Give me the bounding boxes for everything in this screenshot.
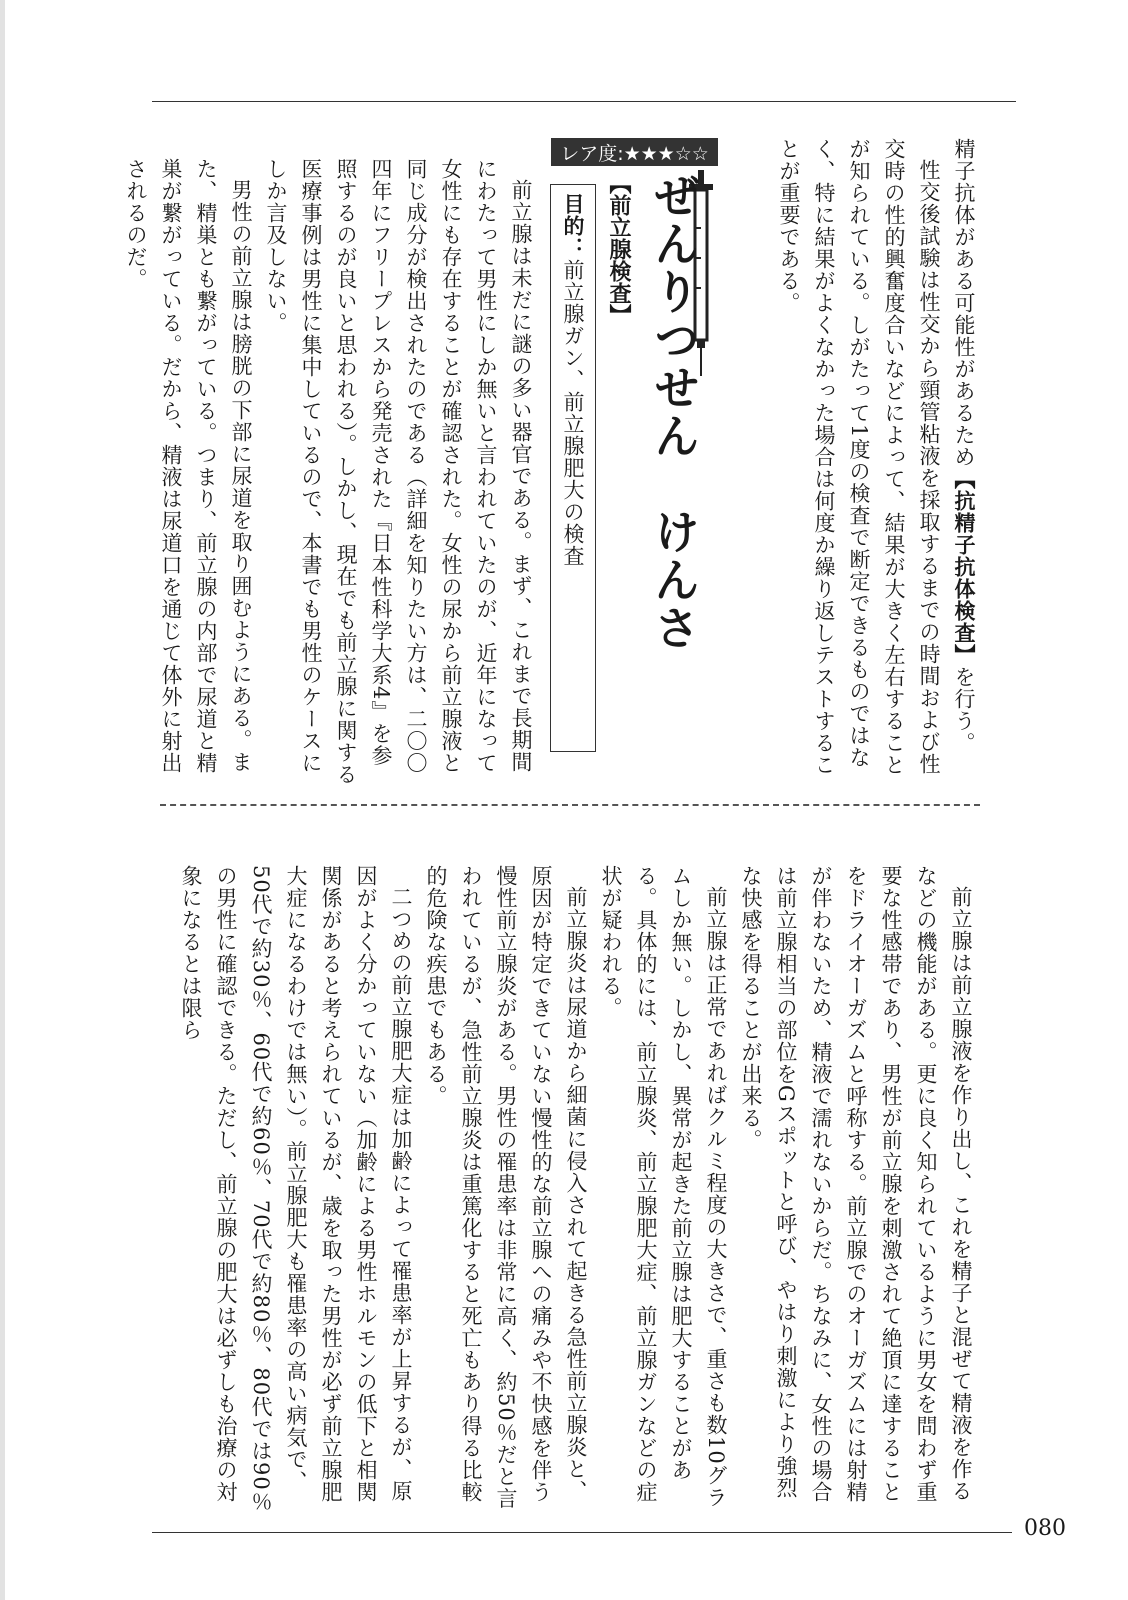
page-number: 080 xyxy=(1024,1516,1066,1541)
bottom-paragraph-1: 前立腺は前立腺液を作り出し、これを精子と混ぜて精液を作るなどの機能がある。更に良く知られているように男女を問わず重要な性感帯であり、男性が前立腺を刺激されて絶頂に達することをドライオーガズムと呼称する。前立腺でのオーガズムには射精が伴わないため、精液で濡れないからだ。ちなみに、女性の場合は前立腺相当の部位をGスポットと呼び、やはり刺激により強烈な快感を得ることが出来る。 xyxy=(739,865,973,1503)
purpose-label: 目的： xyxy=(561,193,585,259)
page-edge xyxy=(0,0,5,1600)
page-subtitle: 【前立腺検査】 xyxy=(606,172,631,326)
top-left-paragraph-2: 男性の前立腺は膀胱の下部に尿道を取り囲むようにある。また、精巣とも繋がっている。つまり、前立腺の内部で尿道と精巣が繋がっている。だから、精液は尿道口を通じて体外に射出されるのだ。 xyxy=(124,158,253,774)
top-right-column xyxy=(762,138,982,788)
top-right-p1-text: 精子抗体がある可能性があるため xyxy=(952,138,976,468)
top-left-paragraph-1: 前立腺は未だに謎の多い器官である。まず、これまで長期間にわたって男性にしか無いと言われていたのが、近年になって女性にも存在することが確認された。女性の尿から前立腺液と同じ成分が検出されたのである（詳細を知りたい方は、二〇〇四年にフリープレスから発売された『日本性科学大系4』を参照するのが良いと思われる）。しかし、現在でも前立腺に関する医療事例は男性に集中しているので、本書でも男性のケースにしか言及しない。 xyxy=(264,158,533,786)
top-right-p1-bold: 【抗精子抗体検査】 xyxy=(952,468,977,666)
top-right-paragraph-1 xyxy=(946,138,982,788)
top-right-p1-end: を行う。 xyxy=(952,666,976,754)
purpose-text: 前立腺ガン、前立腺肥大の検査 xyxy=(561,259,585,567)
top-left-column xyxy=(124,158,538,788)
top-right-paragraph-2: 性交後試験は性交から頸管粘液を採取するまでの時間および性交時の性的興奮度合いなどによって、結果が大きく左右することが知られている。しがたって1度の検査で断定できるものではなく、特に結果がよくなかった場合は何度か繰り返しテストすることが重要である。 xyxy=(777,138,941,776)
purpose-box xyxy=(550,184,596,752)
bottom-paragraph-3: 前立腺炎は尿道から細菌に侵入されて起きる急性前立腺炎と、原因が特定できていない慢性的な前立腺への痛みや不快感を伴う慢性前立腺炎がある。男性の罹患率は非常に高く、約50％だと言われているが、急性前立腺炎は重篤化すると死亡もあり得る比較的危険な疾患でもある。 xyxy=(424,865,588,1510)
page-title: ぜんりつせん けんさ xyxy=(647,172,701,652)
bottom-paragraph-2: 前立腺は正常であればクルミ程度の大きさで、重さも数10グラムしか無い。しかし、異常が起きた前立腺は肥大することがある。具体的には、前立腺炎、前立腺肥大症、前立腺ガンなどの症状が疑われる。 xyxy=(599,865,728,1509)
top-rule xyxy=(152,101,1016,102)
section-divider xyxy=(160,804,980,806)
bottom-paragraph-4: 二つめの前立腺肥大症は加齢によって罹患率が上昇するが、原因がよく分かっていない（加齢による男性ホルモンの低下と相関関係があると考えられているが、歳を取った男性が必ず前立腺肥大症になるわけでは無い）。前立腺肥大も罹患率の高い病気で、50代で約30％、60代で約60％、70代で約80％、80代では90％の男性に確認できる。ただし、前立腺の肥大は必ずしも治療の対象になるとは限ら xyxy=(179,865,413,1513)
rarity-badge: レア度:★★★☆☆ xyxy=(551,138,718,166)
bottom-column xyxy=(168,865,978,1515)
bottom-rule xyxy=(152,1532,1012,1533)
